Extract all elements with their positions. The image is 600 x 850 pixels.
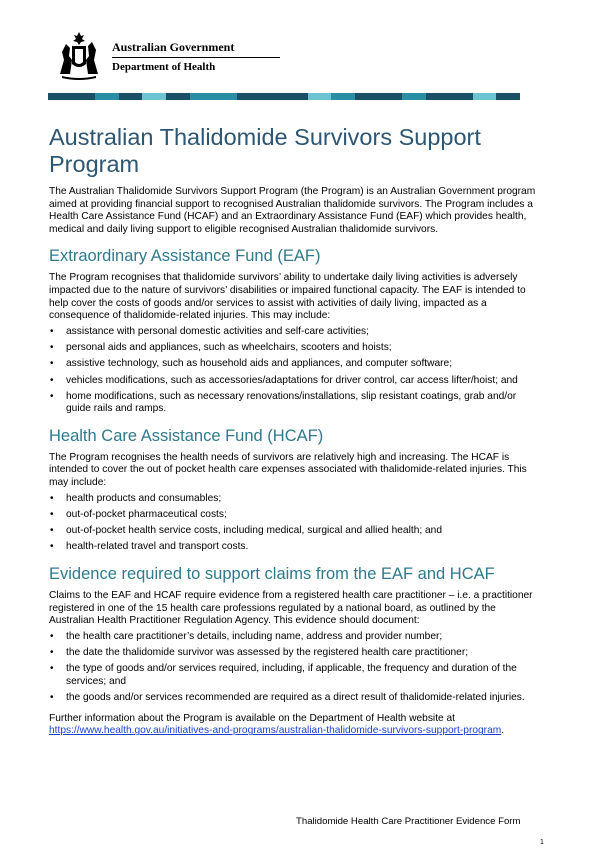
eaf-body: The Program recognises that thalidomide survivors’ ability to undertake daily living activities is adversely impacted due to the nature of survivors’ disabilities or impaired functional capacity. The EAF is intended to help cover the costs of goods and/or services to assist with activities of daily living, impacted as a consequence of thalidomide-related injuries. This may include: [49, 272, 526, 322]
footer-form-title: Thalidomide Health Care Practitioner Evidence Form [296, 816, 521, 827]
list-item: • personal aids and appliances, such as wheelchairs, scooters and hoists; [49, 342, 543, 355]
government-logo [52, 30, 252, 82]
color-bar-segment [426, 93, 450, 100]
header-color-bar [48, 93, 520, 100]
list-item: • out-of-pocket health service costs, including medical, surgical and allied health; and [49, 525, 543, 538]
color-bar-segment [213, 93, 237, 100]
color-bar-segment [142, 93, 166, 100]
list-item: • out-of-pocket pharmaceutical costs; [49, 509, 543, 522]
page-number: 1 [540, 839, 544, 846]
color-bar-segment [119, 93, 143, 100]
hcaf-body: The Program recognises the health needs of survivors are relatively high and increasing. The HCAF is intended to cover the out of pocket health care expenses associated with thalidomide-related injuries. This may include: [49, 451, 527, 488]
further-info-paragraph [49, 713, 543, 738]
color-bar-segment [260, 93, 284, 100]
page-title: Australian Thalidomide Survivors Support Program [49, 124, 481, 177]
department-name: Department of Health [112, 61, 216, 73]
color-bar-segment [449, 93, 473, 100]
list-item: • health products and consumables; [49, 493, 543, 506]
color-bar-segment [331, 93, 355, 100]
list-item: • health-related travel and transport costs. [49, 541, 543, 554]
color-bar-segment [237, 93, 261, 100]
list-item: • the goods and/or services recommended are required as a direct result of thalidomide-related injuries. [49, 692, 543, 705]
further-info-end: . [501, 725, 505, 737]
hcaf-list [49, 493, 543, 554]
evidence-heading: Evidence required to support claims from the EAF and HCAF [49, 564, 495, 583]
list-item: • the health care practitioner’s details, including name, address and provider number; [49, 631, 543, 644]
further-info-text: Further information about the Program is available on the Department of Health website at [49, 712, 456, 724]
main-content [49, 124, 543, 738]
color-bar-segment [496, 93, 520, 100]
eaf-heading: Extraordinary Assistance Fund (EAF) [49, 247, 321, 266]
color-bar-segment [473, 93, 497, 100]
intro-paragraph: The Australian Thalidomide Survivors Support Program (the Program) is an Australian Government program aimed at providing financial support to recognised Australian thalidomide survivors. The Program includes a Health Care Assistance Fund (HCAF) and an Extraordinary Assistance Fund (EAF) which provides health, medical and daily living support to eligible recognised Australian thalidomide survivors. [49, 186, 536, 235]
evidence-list [49, 631, 543, 704]
list-item: • the date the thalidomide survivor was assessed by the registered health care practitioner; [49, 647, 543, 660]
color-bar-segment [48, 93, 72, 100]
list-item: • assistive technology, such as household aids and appliances, and computer software; [49, 358, 543, 371]
color-bar-segment [166, 93, 190, 100]
color-bar-segment [355, 93, 379, 100]
color-bar-segment [284, 93, 308, 100]
government-name: Australian Government [112, 40, 235, 54]
list-item: • assistance with personal domestic activities and self-care activities; [49, 326, 543, 339]
list-item: • vehicles modifications, such as accessories/adaptations for driver control, car access lifter/hoist; and [49, 375, 543, 388]
coat-of-arms-icon [52, 30, 106, 80]
color-bar-segment [72, 93, 96, 100]
color-bar-segment [402, 93, 426, 100]
evidence-body: Claims to the EAF and HCAF require evidence from a registered health care practitioner – i.e. a practitioner registered in one of the 15 health care professions regulated by a national board, as outlined by the Australian Health Practitioner Regulation Agency. This evidence should document: [49, 589, 533, 627]
color-bar-segment [378, 93, 402, 100]
color-bar-segment [95, 93, 119, 100]
list-item: • the type of goods and/or services required, including, if applicable, the frequency and duration of the services; and [49, 663, 543, 688]
eaf-list [49, 326, 543, 416]
list-item: • home modifications, such as necessary renovations/installations, slip resistant coatings, grab and/or guide rails and ramps. [49, 391, 543, 416]
program-website-link[interactable]: https://www.health.gov.au/initiatives-and-programs/australian-thalidomide-survivors-support-program [49, 725, 502, 737]
hcaf-heading: Health Care Assistance Fund (HCAF) [49, 426, 324, 445]
logo-divider [112, 57, 280, 58]
color-bar-segment [308, 93, 332, 100]
color-bar-segment [190, 93, 214, 100]
